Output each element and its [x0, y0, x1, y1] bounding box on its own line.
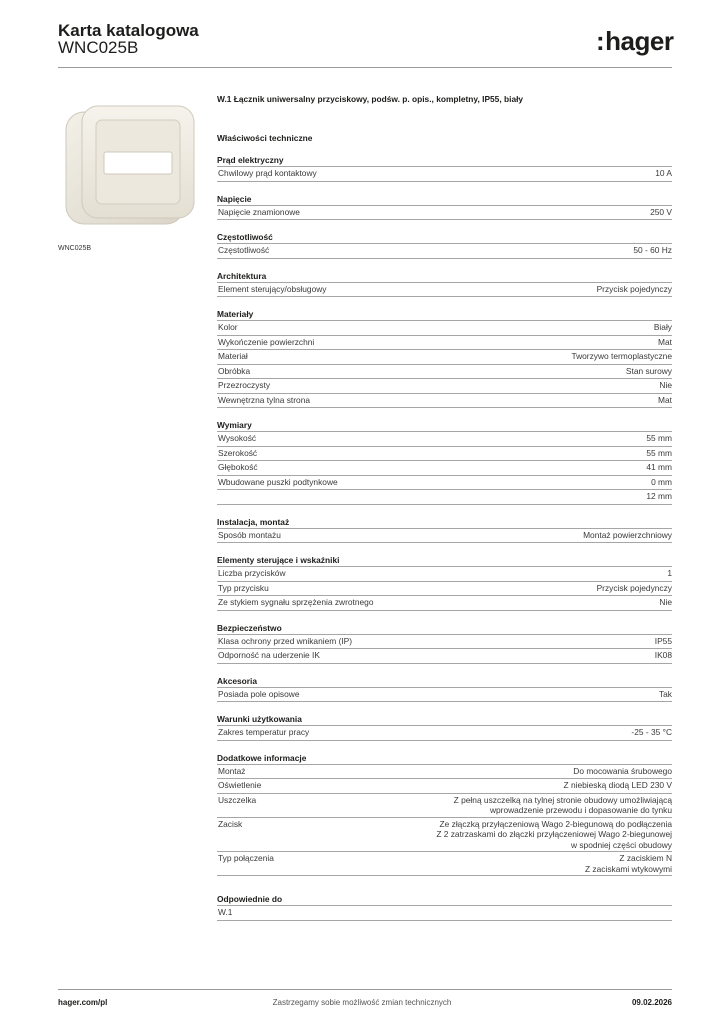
footer-rule [58, 989, 672, 990]
spec-value: 55 mm [646, 433, 672, 443]
spec-row [217, 726, 672, 741]
spec-value [454, 794, 672, 817]
spec-row [217, 765, 672, 780]
spec-group [217, 271, 672, 298]
spec-row [217, 794, 672, 818]
spec-row [217, 167, 672, 182]
footer-disclaimer: Zastrzegamy sobie możliwość zmian technicznych [272, 998, 452, 1007]
header-title: Karta katalogowa [58, 21, 199, 40]
spec-row [217, 567, 672, 582]
spec-group [217, 555, 672, 611]
spec-row [217, 461, 672, 476]
spec-row [217, 476, 672, 491]
spec-group [217, 517, 672, 544]
spec-label: Klasa ochrony przed wnikaniem (IP) [218, 635, 353, 646]
spec-row [217, 379, 672, 394]
spec-group [217, 232, 672, 259]
group-title: Bezpieczeństwo [217, 623, 672, 635]
group-title: Materiały [217, 309, 672, 321]
spec-label: Obróbka [218, 365, 251, 376]
spec-value: Mat [658, 336, 672, 347]
spec-row [217, 206, 672, 221]
spec-label: Ze stykiem sygnału sprzężenia zwrotnego [218, 597, 374, 607]
spec-value-line: w spodniej części obudowy [570, 839, 672, 850]
spec-row [217, 688, 672, 703]
spec-group [217, 420, 672, 505]
spec-row [217, 852, 672, 876]
group-title: Wymiary [217, 420, 672, 432]
spec-value: IK08 [654, 650, 672, 660]
spec-value: 55 mm [646, 447, 672, 458]
spec-value-line: Z zaciskami wtykowymi [584, 863, 672, 874]
spec-value: Przycisk pojedynczy [596, 283, 672, 294]
spec-value: Do mocowania śrubowego [573, 765, 672, 776]
spec-content [217, 94, 672, 933]
group-title: Odpowiednie do [217, 894, 672, 906]
spec-label: Odporność na uderzenie IK [218, 650, 320, 660]
spec-value: Stan surowy [625, 365, 672, 376]
spec-row [217, 336, 672, 351]
spec-row [217, 818, 672, 853]
spec-group [217, 753, 672, 877]
spec-groups [217, 155, 672, 876]
spec-label: Montaż [218, 765, 246, 776]
spec-row [217, 365, 672, 380]
spec-value: Montaż powierzchniowy [583, 529, 672, 540]
image-caption: WNC025B [58, 245, 92, 252]
spec-value-line: Z zaciskiem N [619, 853, 672, 863]
spec-label [217, 490, 218, 504]
spec-row [217, 432, 672, 447]
spec-label: Typ połączenia [218, 853, 274, 863]
spec-label: Zacisk [218, 818, 243, 829]
group-title: Prąd elektryczny [217, 155, 672, 167]
spec-label: Oświetlenie [218, 780, 262, 790]
spec-row [217, 779, 672, 794]
spec-label: Sposób montażu [218, 529, 281, 540]
spec-value: 10 A [655, 168, 672, 178]
spec-value: 250 V [650, 206, 672, 217]
group-title: Instalacja, montaż [217, 517, 672, 529]
spec-label: Element sterujący/obsługowy [218, 283, 327, 294]
spec-value [436, 818, 672, 852]
spec-value-line: Ze złączką przyłączeniową Wago 2-biegunową do podłączenia [439, 818, 672, 829]
hager-logo: :hager [596, 26, 674, 56]
spec-row [217, 635, 672, 650]
suitable-group [217, 894, 672, 921]
spec-label: Posiada pole opisowe [218, 688, 300, 699]
spec-value: 0 mm [651, 476, 672, 487]
spec-value: Przycisk pojedynczy [596, 582, 672, 593]
spec-value: Nie [659, 380, 672, 390]
footer-website[interactable]: hager.com/pl [58, 998, 108, 1007]
spec-label: Głębokość [218, 462, 258, 472]
spec-value: -25 - 35 °C [631, 727, 672, 737]
product-code: WNC025B [58, 38, 139, 57]
spec-group [217, 623, 672, 664]
spec-label: Wewnętrzna tylna strona [218, 394, 311, 405]
spec-label: Liczba przycisków [218, 568, 286, 578]
spec-group [217, 676, 672, 703]
group-title: Warunki użytkowania [217, 714, 672, 726]
spec-row [217, 582, 672, 597]
product-description: W.1 Łącznik uniwersalny przyciskowy, podśw. p. opis., kompletny, IP55, biały [217, 94, 524, 104]
spec-group [217, 155, 672, 182]
spec-row [217, 394, 672, 409]
spec-row [217, 244, 672, 259]
spec-label: Wysokość [218, 433, 257, 443]
spec-group [217, 194, 672, 221]
spec-label: Przezroczysty [218, 380, 271, 390]
spec-label: Uszczelka [218, 794, 257, 805]
spec-value: 12 mm [646, 491, 672, 501]
spec-label: Wbudowane puszki podtynkowe [218, 476, 338, 487]
spec-label: W.1 [218, 907, 233, 917]
spec-label: Zakres temperatur pracy [218, 727, 310, 737]
spec-label: Typ przycisku [218, 582, 269, 593]
header-rule [58, 67, 672, 68]
logo-text: hager [605, 26, 674, 56]
spec-value: Mat [658, 394, 672, 405]
spec-value: Biały [653, 322, 672, 332]
product-image [58, 92, 204, 238]
spec-value: Tworzywo termoplastyczne [571, 351, 672, 361]
spec-value: IP55 [654, 635, 672, 646]
spec-row [217, 490, 672, 505]
spec-group [217, 714, 672, 741]
spec-label: Wykończenie powierzchni [218, 336, 315, 347]
group-title: Częstotliwość [217, 232, 672, 244]
spec-label: Chwilowy prąd kontaktowy [218, 168, 317, 178]
spec-row [217, 529, 672, 544]
spec-value-line: wprowadzenie przewodu i dopasowanie do tynku [489, 805, 672, 815]
spec-value [585, 852, 672, 875]
spec-row [217, 321, 672, 336]
spec-row [217, 596, 672, 611]
section-title: Właściwości techniczne [217, 133, 313, 143]
spec-label: Częstotliwość [218, 245, 270, 255]
spec-value: Z niebieską diodą LED 230 V [563, 780, 672, 790]
spec-label: Materiał [218, 351, 248, 361]
spec-row [217, 283, 672, 298]
spec-value: 50 - 60 Hz [633, 245, 672, 255]
spec-value-line: Z pełną uszczelką na tylnej stronie obudowy umożliwiającą [453, 794, 672, 805]
group-title: Elementy sterujące i wskaźniki [217, 555, 672, 567]
spec-row [217, 649, 672, 664]
spec-row [217, 350, 672, 365]
group-title: Dodatkowe informacje [217, 753, 672, 765]
spec-value: Tak [658, 688, 672, 699]
spec-row [217, 447, 672, 462]
group-title: Architektura [217, 271, 672, 283]
spec-value: 41 mm [646, 462, 672, 472]
spec-group [217, 309, 672, 408]
spec-row [217, 906, 672, 921]
spec-label: Kolor [218, 322, 238, 332]
spec-label: Szerokość [218, 447, 258, 458]
spec-value-line: Z 2 zatrzaskami do złączki przyłączeniowej Wago 2-biegunowej [436, 829, 672, 839]
footer-date: 09.02.2026 [631, 998, 672, 1007]
group-title: Napięcie [217, 194, 672, 206]
group-title: Akcesoria [217, 676, 672, 688]
spec-value: Nie [659, 597, 672, 607]
spec-label: Napięcie znamionowe [218, 206, 300, 217]
spec-value: 1 [667, 568, 672, 578]
